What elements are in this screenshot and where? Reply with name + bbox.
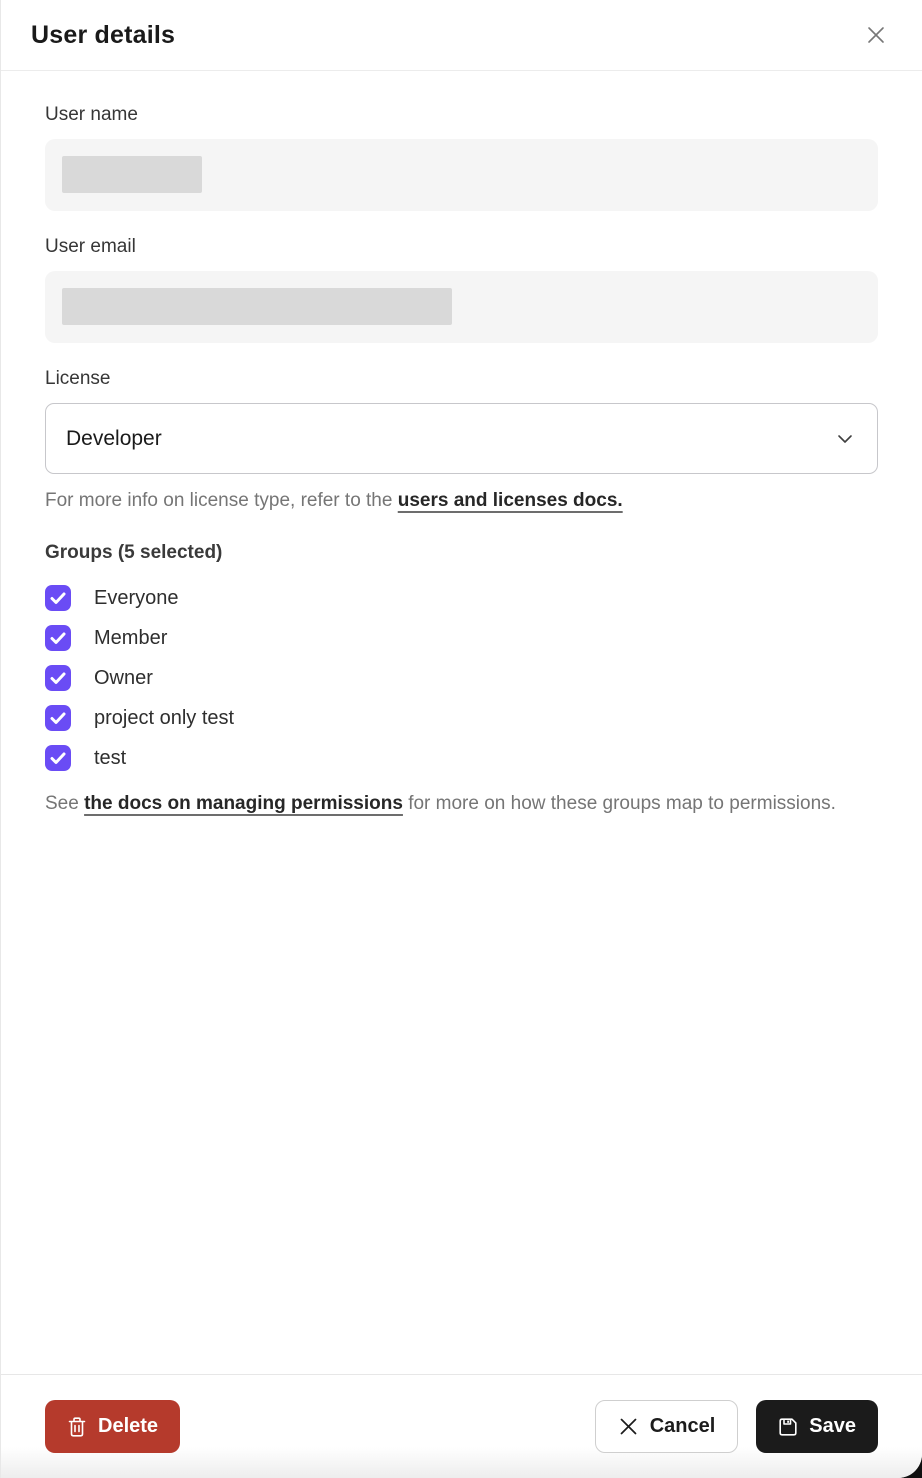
close-icon <box>863 22 889 48</box>
group-label: test <box>94 746 127 769</box>
group-row-test[interactable] <box>45 738 878 778</box>
groups-heading: Groups (5 selected) <box>45 542 223 563</box>
license-help-text <box>45 486 878 515</box>
trash-icon <box>67 1416 87 1438</box>
group-label: Owner <box>94 666 153 689</box>
checkmark-icon <box>50 592 66 605</box>
group-row-member[interactable] <box>45 618 878 658</box>
checkbox-test[interactable] <box>45 745 71 771</box>
delete-button-label: Delete <box>98 1415 159 1437</box>
group-row-everyone[interactable] <box>45 578 878 618</box>
save-floppy-icon <box>778 1417 798 1437</box>
license-select[interactable] <box>45 403 878 474</box>
chevron-down-icon <box>837 434 853 444</box>
groups-help-suffix: for more on how these groups map to permissions. <box>402 793 836 814</box>
cancel-button-label: Cancel <box>649 1415 716 1437</box>
panel-footer <box>1 1374 922 1478</box>
license-help-prefix: For more info on license type, refer to the <box>45 490 398 511</box>
checkmark-icon <box>50 632 66 645</box>
group-row-owner[interactable] <box>45 658 878 698</box>
group-label: Everyone <box>94 586 179 609</box>
page-title: User details <box>31 20 176 49</box>
checkmark-icon <box>50 752 66 765</box>
groups-help-text <box>45 789 875 818</box>
footer-actions <box>595 1400 878 1453</box>
cancel-button[interactable] <box>595 1400 739 1453</box>
panel-header <box>1 0 922 71</box>
delete-button[interactable] <box>45 1400 180 1453</box>
user-email-label: User email <box>45 236 136 257</box>
redacted-user-name-value <box>62 156 202 193</box>
group-row-project-only-test[interactable] <box>45 698 878 738</box>
user-name-input <box>45 139 878 211</box>
panel-content <box>1 71 922 1374</box>
checkbox-everyone[interactable] <box>45 585 71 611</box>
save-button[interactable] <box>756 1400 878 1453</box>
user-email-input <box>45 271 878 343</box>
license-label: License <box>45 368 111 389</box>
save-button-label: Save <box>809 1415 856 1437</box>
group-label: project only test <box>94 706 235 729</box>
user-name-label: User name <box>45 104 138 125</box>
group-label: Member <box>94 626 168 649</box>
checkbox-project-only-test[interactable] <box>45 705 71 731</box>
close-button[interactable] <box>858 17 894 53</box>
license-selected-value: Developer <box>66 426 162 450</box>
users-licenses-docs-link[interactable]: users and licenses docs. <box>397 490 623 511</box>
managing-permissions-docs-link[interactable]: the docs on managing permissions <box>84 793 403 814</box>
checkmark-icon <box>50 672 66 685</box>
checkbox-member[interactable] <box>45 625 71 651</box>
checkmark-icon <box>50 712 66 725</box>
redacted-user-email-value <box>62 288 452 325</box>
checkbox-owner[interactable] <box>45 665 71 691</box>
cancel-x-icon <box>618 1416 639 1437</box>
groups-help-prefix: See <box>45 793 85 814</box>
